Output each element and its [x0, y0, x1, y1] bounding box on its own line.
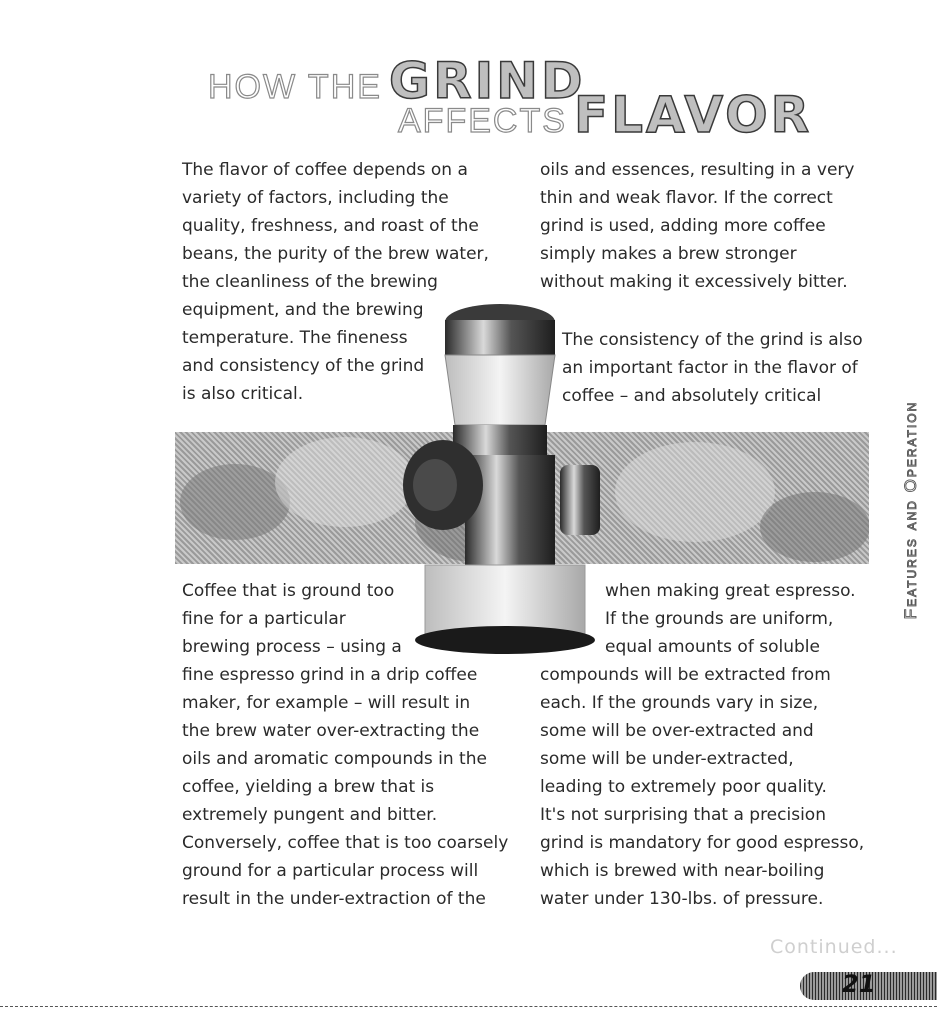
title-how-the: HOW THE	[208, 68, 382, 106]
text-line: coffee – and absolutely critical	[562, 386, 822, 406]
text-line: fine espresso grind in a drip coffee	[182, 665, 478, 685]
paragraph-bottom-right	[540, 661, 864, 913]
paragraph-top-right-a	[540, 156, 854, 296]
section-side-tab	[896, 390, 926, 630]
text-line: compounds will be extracted from	[540, 665, 831, 685]
text-line: water under 130-lbs. of pressure.	[540, 889, 824, 909]
text-line: ground for a particular process will	[182, 861, 479, 881]
text-line: is also critical.	[182, 384, 304, 404]
text-line: oils and aromatic compounds in the	[182, 749, 487, 769]
text-line: extremely pungent and bitter.	[182, 805, 438, 825]
text-line: maker, for example – will result in	[182, 693, 471, 713]
bottom-rule	[0, 1006, 937, 1007]
text-line: leading to extremely poor quality.	[540, 777, 827, 797]
paragraph-top-right-b	[562, 326, 863, 410]
text-line: thin and weak flavor. If the correct	[540, 188, 833, 208]
text-line: oils and essences, resulting in a very	[540, 160, 855, 180]
text-line: brewing process – using a	[182, 637, 402, 657]
paragraph-bottom-right-short	[605, 577, 856, 661]
text-line: If the grounds are uniform,	[605, 609, 834, 629]
section-side-tab-label: Features and Operation	[901, 400, 920, 620]
title-affects: AFFECTS	[398, 102, 567, 140]
text-line: each. If the grounds vary in size,	[540, 693, 819, 713]
text-line: Conversely, coffee that is too coarsely	[182, 833, 509, 853]
text-line: simply makes a brew stronger	[540, 244, 797, 264]
text-line: grind is used, adding more coffee	[540, 216, 826, 236]
text-line: the cleanliness of the brewing	[182, 272, 438, 292]
text-line: variety of factors, including the	[182, 188, 449, 208]
text-line: without making it excessively bitter.	[540, 272, 848, 292]
title-line-2	[398, 86, 812, 144]
text-line: when making great espresso.	[605, 581, 856, 601]
text-line: coffee, yielding a brew that is	[182, 777, 435, 797]
text-line: equal amounts of soluble	[605, 637, 820, 657]
continued-label: Continued...	[770, 936, 898, 958]
text-line: grind is mandatory for good espresso,	[540, 833, 865, 853]
text-line: temperature. The fineness	[182, 328, 408, 348]
text-line: The consistency of the grind is also	[562, 330, 863, 350]
text-line: an important factor in the flavor of	[562, 358, 858, 378]
text-line: quality, freshness, and roast of the	[182, 216, 479, 236]
text-line: equipment, and the brewing	[182, 300, 424, 320]
text-line: The flavor of coffee depends on a	[182, 160, 468, 180]
text-line: some will be over-extracted and	[540, 721, 814, 741]
text-line: Coffee that is ground too	[182, 581, 395, 601]
text-line: result in the under-extraction of the	[182, 889, 486, 909]
text-line: the brew water over-extracting the	[182, 721, 480, 741]
text-line: beans, the purity of the brew water,	[182, 244, 489, 264]
coffee-grinder-image	[395, 300, 605, 660]
text-line: It's not surprising that a precision	[540, 805, 826, 825]
title-grind: GRIND	[389, 52, 586, 110]
paragraph-bottom-left-short	[182, 577, 402, 661]
page-number: 21	[842, 970, 876, 998]
text-line: and consistency of the grind	[182, 356, 425, 376]
text-line: some will be under-extracted,	[540, 749, 794, 769]
text-line: which is brewed with near-boiling	[540, 861, 825, 881]
text-line: fine for a particular	[182, 609, 346, 629]
title-flavor: FLAVOR	[574, 86, 813, 144]
paragraph-bottom-left	[182, 661, 508, 913]
